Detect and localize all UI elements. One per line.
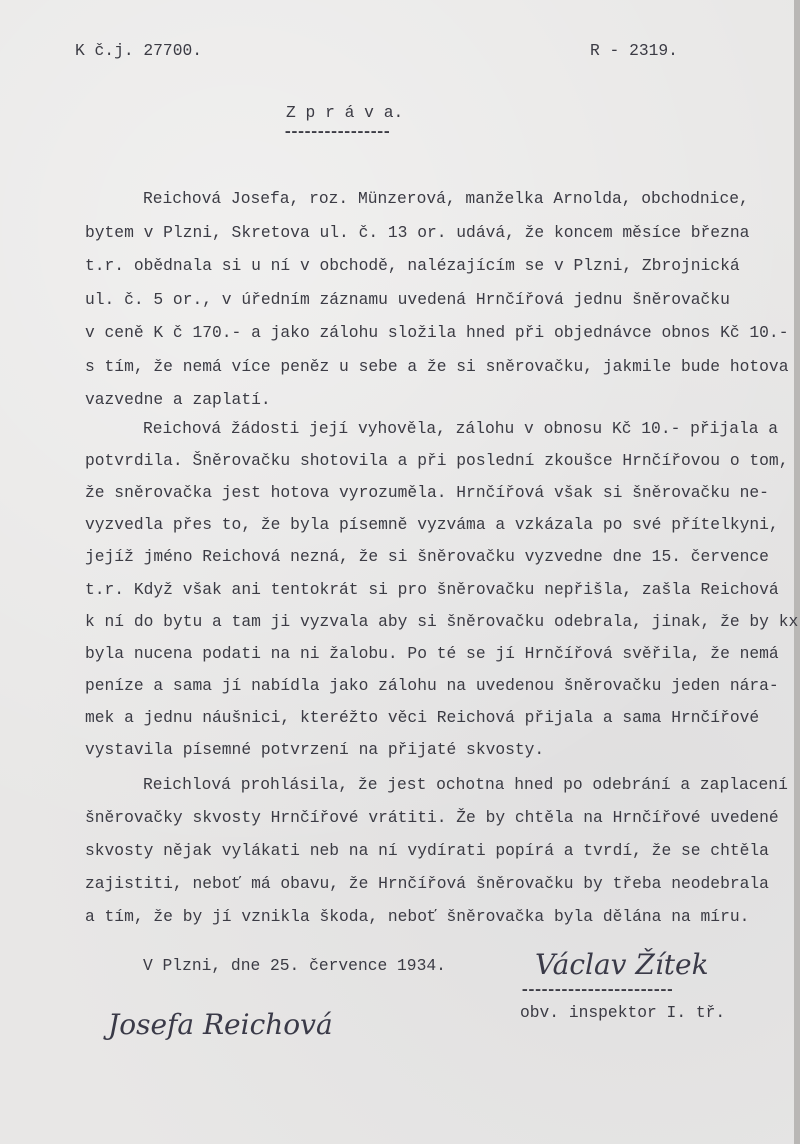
paragraph-2-line: k ní do bytu a tam ji vyzvala aby si šněrovačku odebrala, jinak, že by kx	[85, 611, 799, 631]
paragraph-2-line: Reichová žádosti její vyhověla, zálohu v obnosu Kč 10.- přijala a	[143, 419, 779, 438]
page-title: Z p r á v a.	[286, 103, 404, 122]
paragraph-3-line: šněrovačky skvosty Hrnčířové vrátiti. Že by chtěla na Hrnčířové uvedené	[85, 808, 779, 827]
paragraph-1-line: s tím, že nemá více peněz u sebe a že si sněrovačku, jakmile bude hotova	[85, 356, 789, 376]
paragraph-1-line: v ceně K č 170.- a jako zálohu složila hned při objednávce obnos Kč 10.-	[85, 323, 789, 342]
paragraph-2-line: potvrdila. Šněrovačku shotovila a při poslední zkoušce Hrnčířovou o tom,	[85, 451, 789, 471]
paragraph-1-line: bytem v Plzni, Skretova ul. č. 13 or. udává, že koncem měsíce března	[85, 222, 750, 242]
signature-rule: -----------------------	[520, 984, 672, 996]
paragraph-2-line: mek a jednu náušnici, kteréžto věci Reichová přijala a sama Hrnčířové	[85, 707, 760, 727]
paragraph-2-line: byla nucena podati na ni žalobu. Po té se jí Hrnčířová svěřila, že nemá	[85, 643, 779, 663]
paragraph-1-line: vazvedne a zaplatí.	[85, 390, 271, 409]
paragraph-3-line: zajistiti, neboť má obavu, že Hrnčířová šněrovačku by třeba neodebrala	[85, 874, 769, 893]
signer-title: obv. inspektor I. tř.	[520, 1003, 726, 1022]
paragraph-3-line: Reichlová prohlásila, že jest ochotna hned po odebrání a zaplacení	[143, 775, 788, 794]
paragraph-1-line: ul. č. 5 or., v úředním záznamu uvedená Hrnčířová jednu šněrovačku	[85, 289, 730, 309]
page-edge	[794, 0, 800, 1144]
paragraph-2-line: že sněrovačka jest hotova vyrozuměla. Hrnčířová však si šněrovačku ne-	[85, 483, 769, 503]
signature-right: Václav Žítek	[535, 948, 709, 981]
registry-number: R - 2319.	[590, 41, 678, 60]
paragraph-2-line: t.r. Když však ani tentokrát si pro šněrovačku nepřišla, zašla Reichová	[85, 579, 779, 599]
paragraph-2-line: vystavila písemné potvrzení na přijaté skvosty.	[85, 740, 545, 759]
paragraph-2-line: peníze a sama jí nabídla jako zálohu na uvedenou šněrovačku jeden nára-	[85, 675, 779, 695]
paragraph-2-line: vyzvedla přes to, že byla písemně vyzváma a vzkázala po své přítelkyni,	[85, 515, 779, 535]
paragraph-3-line: skvosty nějak vylákati neb na ní vydírati popírá a tvrdí, že se chtěla	[85, 841, 769, 860]
title-underline: ----------------	[283, 126, 389, 138]
date-line: V Plzni, dne 25. července 1934.	[143, 956, 446, 975]
reference-number: K č.j. 27700.	[75, 41, 203, 60]
paragraph-1-line: Reichová Josefa, roz. Münzerová, manželka Arnolda, obchodnice,	[143, 189, 749, 208]
paragraph-1-line: t.r. obědnala si u ní v obchodě, nalézajícím se v Plzni, Zbrojnická	[85, 256, 740, 275]
signature-left: Josefa Reichová	[108, 1008, 333, 1041]
paragraph-2-line: jejíž jméno Reichová nezná, že si šněrovačku vyzvedne dne 15. července	[85, 547, 769, 567]
paragraph-3-line: a tím, že by jí vznikla škoda, neboť šněrovačka byla dělána na míru.	[85, 907, 750, 926]
